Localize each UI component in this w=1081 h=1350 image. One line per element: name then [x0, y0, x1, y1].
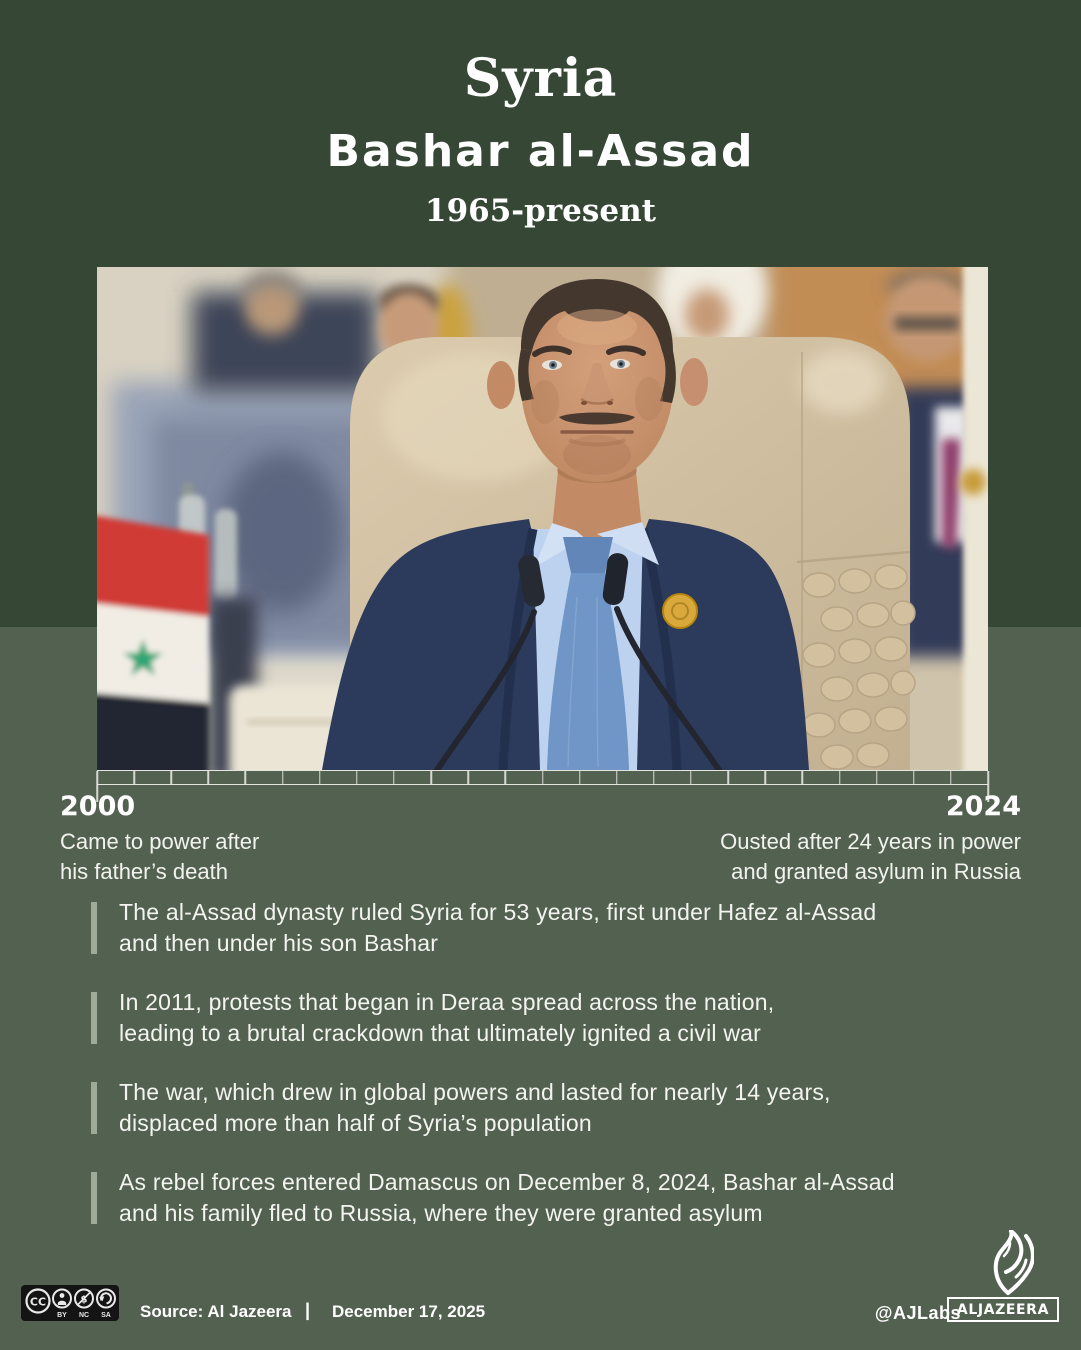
fact-line: leading to a brutal crackdown that ultimately ignited a civil war	[119, 1020, 761, 1046]
caption-line: Came to power after	[60, 829, 260, 854]
timeline-tick	[208, 771, 210, 784]
fact-text	[119, 1167, 895, 1229]
fact-item	[91, 897, 1023, 959]
timeline-start-year: 2000	[60, 791, 136, 822]
aljazeera-logo-icon	[988, 1230, 1034, 1296]
timeline-tick	[505, 771, 507, 784]
social-handle: @AJLabs	[874, 1303, 961, 1323]
fact-marker-bar	[91, 902, 97, 954]
subject-lifespan: 1965-present	[425, 193, 656, 229]
timeline-end-caption	[720, 827, 1021, 887]
subject-photo-art	[97, 267, 988, 770]
timeline-tick	[170, 771, 172, 784]
cc-icon: CC	[29, 1295, 47, 1309]
timeline-start-caption	[60, 827, 259, 887]
timeline-tick	[579, 771, 581, 784]
fact-marker-bar	[91, 1082, 97, 1134]
fact-line: and his family fled to Russia, where they were granted asylum	[119, 1200, 763, 1226]
caption-line: and granted asylum in Russia	[731, 859, 1021, 884]
fact-item	[91, 987, 1023, 1049]
timeline-tick	[616, 771, 618, 784]
fact-marker-bar	[91, 1172, 97, 1224]
timeline-tick	[765, 771, 767, 784]
timeline-tick	[468, 771, 470, 784]
nc-label: NC	[78, 1312, 90, 1319]
publication-date: December 17, 2025	[332, 1302, 486, 1321]
fact-list	[91, 897, 1023, 1257]
source-credit: Source: Al Jazeera	[140, 1302, 292, 1321]
caption-line: his father’s death	[60, 859, 228, 884]
svg-text:$: $	[80, 1294, 88, 1306]
cc-by-nc-sa-badge-icon	[21, 1285, 119, 1321]
fact-text	[119, 897, 876, 959]
by-label: BY	[57, 1312, 67, 1319]
timeline-end-year: 2024	[945, 791, 1021, 822]
timeline-tick	[653, 771, 655, 784]
timeline-tick	[430, 771, 432, 784]
fact-line: The al-Assad dynasty ruled Syria for 53 years, first under Hafez al-Assad	[119, 899, 877, 925]
sa-label: SA	[101, 1312, 111, 1319]
timeline-tick	[542, 771, 544, 784]
fact-line: As rebel forces entered Damascus on December 8, 2024, Bashar al-Assad	[119, 1169, 895, 1195]
fact-line: In 2011, protests that began in Deraa spread across the nation,	[119, 989, 775, 1015]
fact-line: displaced more than half of Syria’s population	[119, 1110, 592, 1136]
timeline-tick	[802, 771, 804, 784]
timeline-tick	[245, 771, 247, 784]
subject-photo	[97, 267, 988, 770]
timeline-tick	[356, 771, 358, 784]
timeline-tick	[133, 771, 135, 784]
syria-flag	[97, 515, 209, 770]
subject-name: Bashar al-Assad	[326, 126, 755, 177]
fact-text	[119, 1077, 831, 1139]
fact-line: The war, which drew in global powers and lasted for nearly 14 years,	[119, 1079, 831, 1105]
timeline-tick	[839, 771, 841, 784]
timeline-tick	[393, 771, 395, 784]
timeline-tick	[319, 771, 321, 784]
timeline-tick	[913, 771, 915, 784]
page-title: Syria	[463, 48, 618, 109]
fact-item	[91, 1167, 1023, 1229]
fact-item	[91, 1077, 1023, 1139]
fact-text	[119, 987, 774, 1049]
aljazeera-wordmark: ALJAZEERA	[947, 1297, 1059, 1322]
timeline-tick	[282, 771, 284, 784]
caption-line: Ousted after 24 years in power	[720, 829, 1021, 854]
timeline-tick	[727, 771, 729, 784]
timeline-tick	[876, 771, 878, 784]
timeline-tick	[950, 771, 952, 784]
timeline-tick	[690, 771, 692, 784]
footer-divider: |	[305, 1300, 311, 1320]
timeline-ruler	[97, 770, 988, 785]
fact-marker-bar	[91, 992, 97, 1044]
fact-line: and then under his son Bashar	[119, 930, 439, 956]
